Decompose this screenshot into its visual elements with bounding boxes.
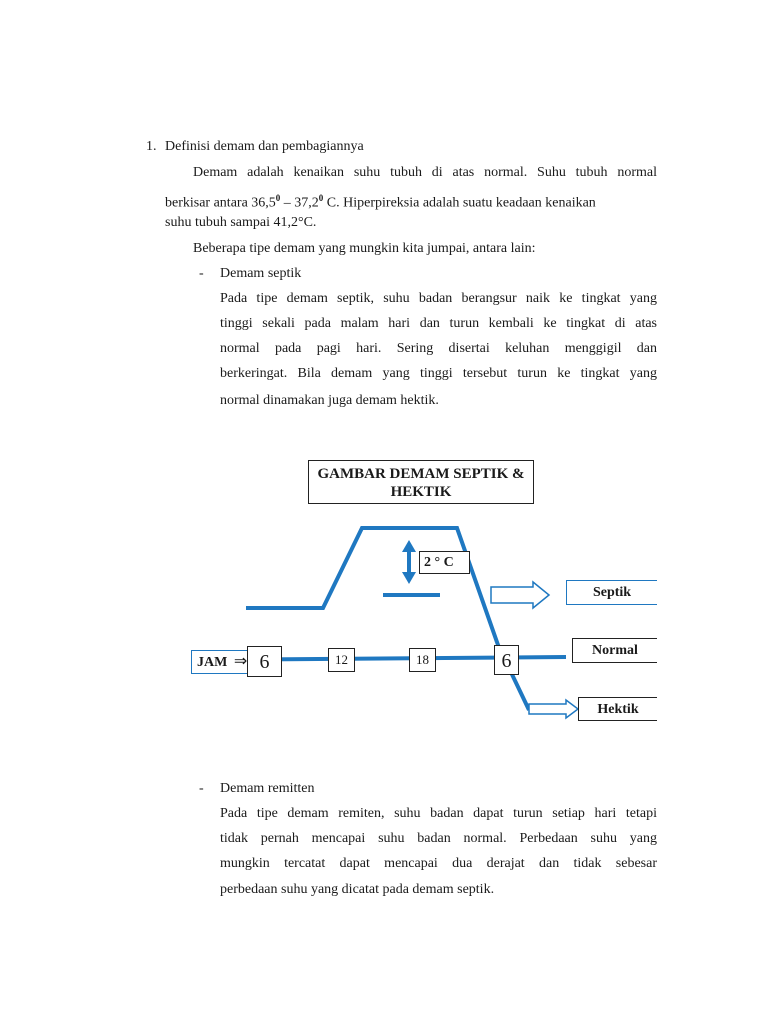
diagram-title-box [308,460,534,504]
hektik-arrow-icon [529,700,578,718]
delta-temperature-label: 2 ° C [419,551,470,574]
hektik-label: Hektik [578,697,657,721]
septik-arrow-icon [491,582,549,608]
section-number: 1. [146,139,157,154]
section-heading: Definisi demam dan pembagiannya [165,139,364,154]
jam-text: JAM [197,655,228,670]
septik-curve [246,528,529,710]
bullet-dash-2: - [199,781,204,796]
septik-title: Demam septik [220,266,302,281]
septik-last-line: normal dinamakan juga demam hektik. [220,393,439,408]
remitten-paragraph: Pada tipe demam remiten, suhu badan dapat turun setiap hari tetapi tidak pernah mencapai suhu badan normal. Perbedaan suhu yang mungkin tercatat dapat mencapai dua derajat dan tidak sebesar [220,806,657,871]
paragraph-2: Beberapa tipe demam yang mungkin kita jumpai, antara lain: [193,241,536,256]
paragraph-1-line-1: Demam adalah kenaikan suhu tubuh di atas normal. Suhu tubuh normal [193,165,657,180]
diagram-title-line-2: HEKTIK [390,484,452,500]
jam-arrow-icon: ⇒ [233,653,248,670]
paragraph-1-line-2: berkisar antara 36,5$^0$ – 37,2$^0$ C. Hiperpireksia adalah suatu keadaan kenaikan [165,193,596,211]
tick-12: 12 [328,648,355,672]
septik-label: Septik [566,580,657,605]
paragraph-1-line-3: suhu tubuh sampai 41,2°C. [165,215,317,230]
remitten-title: Demam remitten [220,781,315,796]
remitten-last-line: perbedaan suhu yang dicatat pada demam septik. [220,882,495,897]
double-arrow-icon [402,540,416,584]
normal-label: Normal [572,638,657,663]
septik-paragraph: Pada tipe demam septik, suhu badan berangsur naik ke tingkat yang tinggi sekali pada malam hari dan turun kembali ke tingkat di atas normal pada pagi hari. Sering disertai keluhan menggigil dan berkeringat. Bila demam yang tinggi tersebut turun ke tingkat yang [220,291,657,381]
tick-18: 18 [409,648,436,672]
bullet-dash: - [199,266,204,281]
diagram-title-line-1: GAMBAR DEMAM SEPTIK & [317,466,525,482]
tick-6-end: 6 [494,645,519,675]
tick-6-start: 6 [247,646,282,677]
